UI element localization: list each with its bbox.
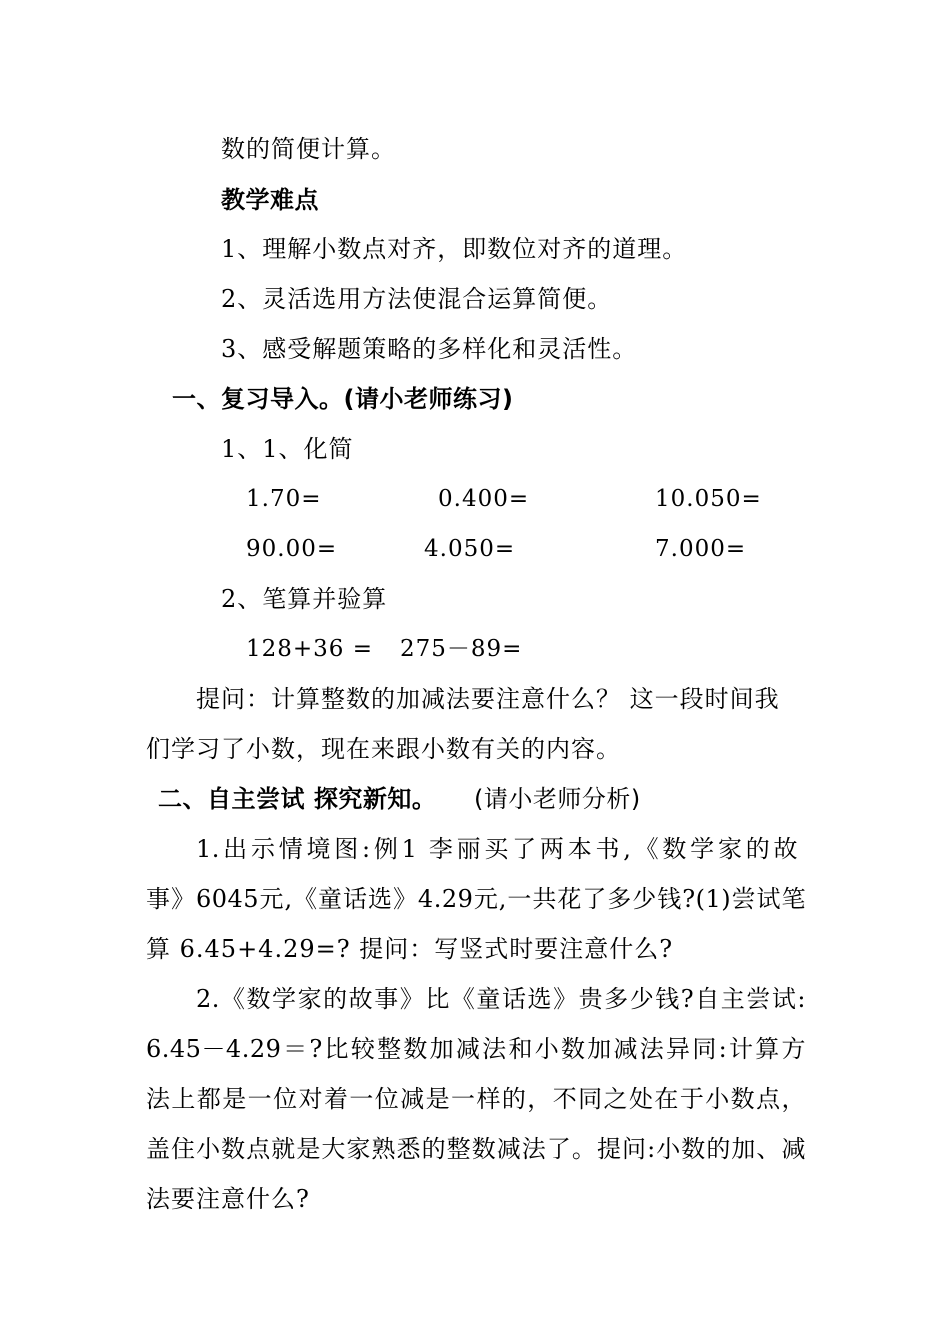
text-line: 算 6.45+4.29=? 提问：写竖式时要注意什么? — [146, 935, 674, 963]
list-item: 3、感受解题策略的多样化和灵活性。 — [221, 335, 638, 363]
text-line: 法要注意什么? — [146, 1185, 310, 1213]
section-heading-note: (请小老师分析) — [474, 785, 641, 813]
list-item: 2、灵活选用方法使混合运算简便。 — [221, 285, 613, 313]
calc-expression: 7.000= — [655, 536, 747, 562]
calc-expression: 10.050= — [655, 486, 762, 512]
text-line: 事》6045元,《童话选》4.29元,一共花了多少钱?(1)尝试笔 — [146, 885, 806, 913]
calc-expression: 128+36 = — [246, 636, 374, 662]
list-item: 1、理解小数点对齐，即数位对齐的道理。 — [221, 235, 688, 263]
text-line: 盖住小数点就是大家熟悉的整数减法了。提问:小数的加、减 — [146, 1135, 806, 1163]
text-line: 法上都是一位对着一位减是一样的，不同之处在于小数点， — [146, 1085, 806, 1113]
text-line: 6.45－4.29＝?比较整数加减法和小数加减法异同:计算方 — [146, 1035, 806, 1063]
text-line: 提问：计算整数的加减法要注意什么？ 这一段时间我 — [196, 685, 780, 713]
text-line: 数的简便计算。 — [221, 135, 396, 163]
calc-expression: 1.70= — [246, 486, 322, 512]
text-line: 2.《数学家的故事》比《童话选》贵多少钱?自主尝试: — [196, 985, 806, 1013]
calc-expression: 90.00= — [246, 536, 338, 562]
calc-expression: 275－89= — [400, 636, 523, 662]
text-line: 们学习了小数，现在来跟小数有关的内容。 — [146, 735, 621, 763]
section-heading-review: 一、复习导入。(请小老师练习) — [172, 385, 514, 413]
section-heading-difficulties: 教学难点 — [221, 186, 319, 214]
calc-expression: 4.050= — [424, 536, 516, 562]
text-line: 1.出示情境图:例1 李丽买了两本书,《数学家的故 — [196, 835, 798, 863]
list-item: 2、笔算并验算 — [221, 585, 388, 613]
list-item: 1、1、化简 — [221, 435, 354, 463]
section-heading-explore: 二、自主尝试 探究新知。 — [158, 785, 437, 813]
calc-expression: 0.400= — [438, 486, 530, 512]
